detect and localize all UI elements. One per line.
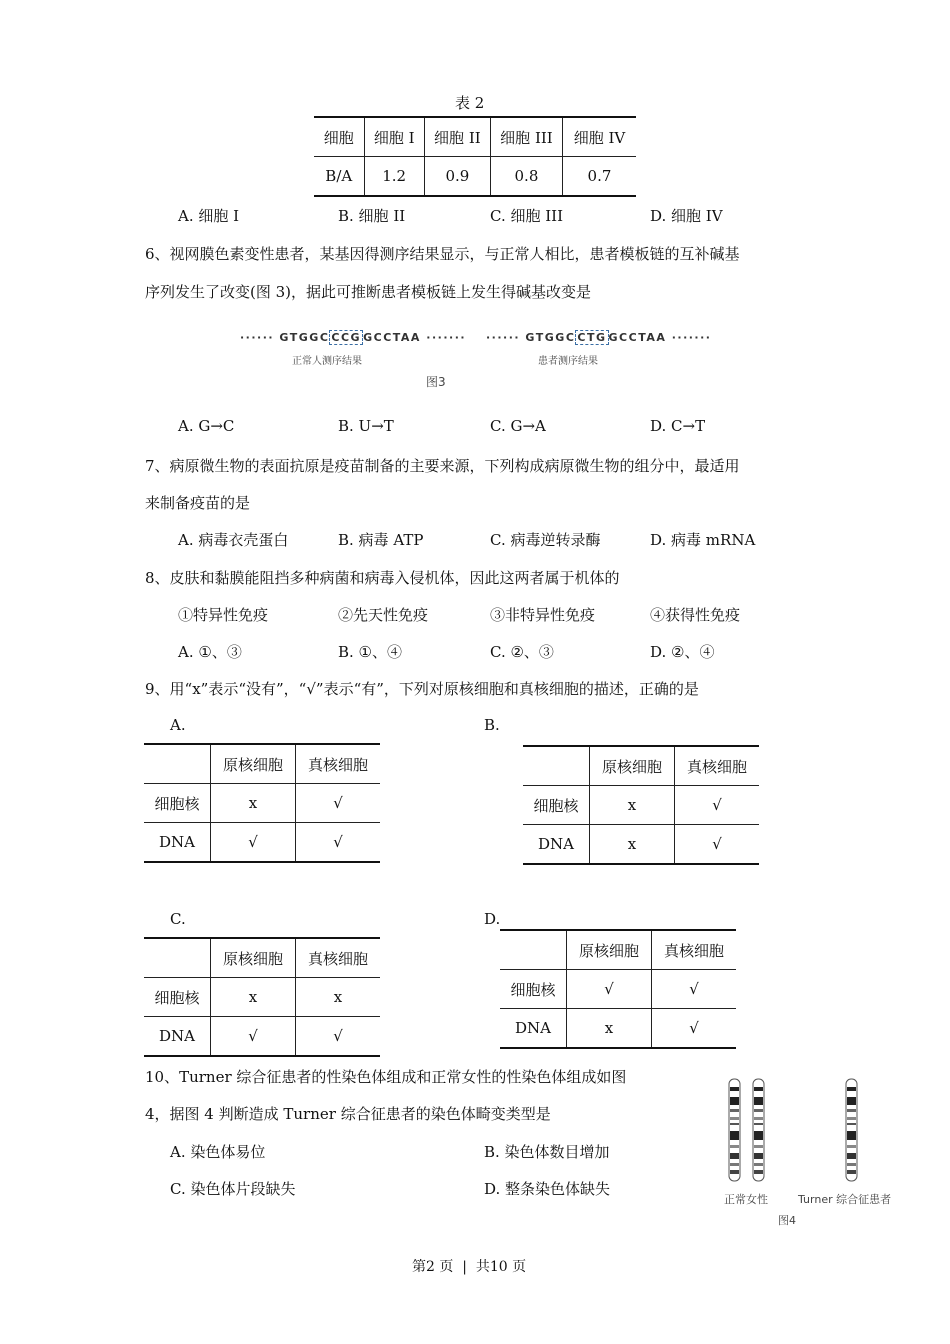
- q7-option-b: B. 病毒 ATP: [338, 531, 424, 549]
- q9-cell: √: [296, 784, 381, 823]
- q8-option-b: B. ①、④: [338, 643, 403, 661]
- seq-highlight-box: CTG: [577, 331, 607, 344]
- q9-header-cell: 真核细胞: [652, 930, 737, 970]
- q9-cell: x: [211, 784, 296, 823]
- seq-dots: ······: [240, 331, 275, 344]
- chromosome-x: [846, 1079, 857, 1181]
- table2-cell: 0.8: [490, 157, 562, 197]
- table2-caption: 表 2: [455, 94, 485, 112]
- table2: [314, 116, 636, 197]
- q9-label-d: D.: [484, 910, 501, 928]
- table2-cell: 1.2: [364, 157, 424, 197]
- q9-label-a: A.: [170, 716, 186, 734]
- q9-cell: x: [567, 1009, 652, 1049]
- seq-highlight-box: CCG: [331, 331, 362, 344]
- q10-option-c: C. 染色体片段缺失: [170, 1180, 296, 1198]
- seq-dots: ·······: [426, 331, 467, 344]
- q9-header-cell: 原核细胞: [211, 938, 296, 978]
- q9-header-cell: [523, 746, 590, 786]
- q9-cell: √: [712, 835, 722, 853]
- q5-option-b: B. 细胞 II: [338, 207, 406, 225]
- table2-cell: B/A: [314, 157, 364, 197]
- q9-table-d: [500, 929, 736, 1049]
- q8-option-c: C. ②、③: [490, 643, 554, 661]
- q7-stem-line1: 7、病原微生物的表面抗原是疫苗制备的主要来源，下列构成病原微生物的组分中，最适用: [145, 457, 740, 475]
- q9-table-b: [523, 745, 759, 865]
- q9-header-cell: 真核细胞: [675, 746, 760, 786]
- table2-cell: 0.9: [424, 157, 490, 197]
- q9-cell: √: [652, 970, 737, 1009]
- q6-option-b: B. U→T: [338, 417, 394, 435]
- seq-part: GCCTAA: [363, 331, 421, 344]
- q6-option-a: A. G→C: [178, 417, 235, 435]
- q7-option-a: A. 病毒衣壳蛋白: [178, 531, 289, 549]
- q10-stem-line2: 4，据图 4 判断造成 Turner 综合征患者的染色体畸变类型是: [145, 1105, 551, 1123]
- figure3-patient-label: 患者测序结果: [538, 356, 598, 367]
- q9-cell: √: [567, 970, 652, 1009]
- q9-header-cell: 真核细胞: [296, 744, 381, 784]
- q9-cell: x: [296, 978, 381, 1017]
- q9-cell: DNA: [523, 825, 590, 865]
- q9-cell: √: [675, 786, 760, 825]
- q9-header-cell: 原核细胞: [590, 746, 675, 786]
- table2-header-cell: 细胞 II: [424, 117, 490, 157]
- q7-stem-line2: 来制备疫苗的是: [145, 494, 251, 512]
- q9-header-cell: [144, 938, 211, 978]
- q9-cell: 细胞核: [500, 970, 567, 1009]
- q9-cell: DNA: [500, 1009, 567, 1049]
- figure4-normal-label: 正常女性: [724, 1193, 768, 1206]
- q9-cell: √: [333, 1027, 343, 1045]
- q6-option-c: C. G→A: [490, 417, 546, 435]
- q6-stem-line2: 序列发生了改变(图 3)，据此可推断患者模板链上发生得碱基改变是: [145, 283, 592, 301]
- q8-item-4: ④获得性免疫: [650, 606, 741, 624]
- q8-item-3: ③非特异性免疫: [490, 606, 596, 624]
- q9-header-cell: 原核细胞: [211, 744, 296, 784]
- q9-cell: √: [333, 833, 343, 851]
- q7-option-c: C. 病毒逆转录酶: [490, 531, 601, 549]
- seq-dots: ·······: [671, 331, 712, 344]
- table2-header-cell: 细胞: [314, 117, 364, 157]
- q6-stem-line1: 6、视网膜色素变性患者，某基因得测序结果显示，与正常人相比，患者模板链的互补碱基: [145, 245, 740, 263]
- q9-table-a: [144, 743, 380, 863]
- q9-header-cell: [500, 930, 567, 970]
- q9-cell: x: [590, 786, 675, 825]
- page-footer: 第2 页 | 共10 页: [412, 1259, 527, 1275]
- q9-cell: DNA: [144, 1017, 211, 1057]
- seq-part: GTGGC: [525, 331, 576, 344]
- q10-option-a: A. 染色体易位: [170, 1143, 266, 1161]
- table2-header-cell: 细胞 I: [364, 117, 424, 157]
- q5-option-a: A. 细胞 I: [178, 207, 240, 225]
- q9-cell: DNA: [144, 823, 211, 863]
- table2-cell: 0.7: [587, 167, 612, 185]
- figure3-patient-sequence: [486, 331, 711, 344]
- q9-stem: 9、用“x”表示“没有”，“√”表示“有”，下列对原核细胞和真核细胞的描述，正确的是: [145, 680, 699, 698]
- q9-cell: x: [590, 825, 675, 865]
- seq-part: GCCTAA: [608, 331, 667, 344]
- q6-option-d: D. C→T: [650, 417, 706, 435]
- figure4-patient-label: Turner 综合征患者: [798, 1193, 892, 1206]
- q10-option-d: D. 整条染色体缺失: [484, 1180, 611, 1198]
- q9-header-cell: 真核细胞: [296, 938, 381, 978]
- figure4-caption: 图4: [778, 1214, 796, 1227]
- seq-dots: ······: [486, 331, 521, 344]
- q9-cell: 细胞核: [523, 786, 590, 825]
- q7-option-d: D. 病毒 mRNA: [650, 531, 756, 549]
- figure3-caption: 图3: [426, 375, 446, 389]
- q9-header-cell: 原核细胞: [567, 930, 652, 970]
- q8-item-2: ②先天性免疫: [338, 606, 429, 624]
- q8-option-d: D. ②、④: [650, 643, 715, 661]
- chromosome-x: [729, 1079, 740, 1181]
- figure3-normal-label: 正常人测序结果: [292, 356, 362, 367]
- q9-cell: 细胞核: [144, 978, 211, 1017]
- q9-cell: 细胞核: [144, 784, 211, 823]
- q10-option-b: B. 染色体数目增加: [484, 1143, 610, 1161]
- q9-cell: x: [211, 978, 296, 1017]
- seq-part: GTGGC: [279, 331, 330, 344]
- figure3-normal-sequence: [240, 331, 466, 344]
- figure4-chromosomes: [720, 1076, 920, 1186]
- q8-stem: 8、皮肤和黏膜能阻挡多种病菌和病毒入侵机体，因此这两者属于机体的: [145, 569, 620, 587]
- q5-option-d: D. 细胞 IV: [650, 207, 723, 225]
- q8-option-a: A. ①、③: [178, 643, 242, 661]
- q8-item-1: ①特异性免疫: [178, 606, 269, 624]
- q9-cell: √: [689, 1019, 699, 1037]
- q9-label-b: B.: [484, 716, 500, 734]
- q5-option-c: C. 细胞 III: [490, 207, 564, 225]
- q9-label-c: C.: [170, 910, 186, 928]
- chromosome-x: [753, 1079, 764, 1181]
- q9-header-cell: [144, 744, 211, 784]
- q9-cell: √: [211, 823, 296, 863]
- table2-header-cell: 细胞 III: [490, 117, 562, 157]
- q9-table-c: [144, 937, 380, 1057]
- q10-stem-line1: 10、Turner 综合征患者的性染色体组成和正常女性的性染色体组成如图: [145, 1068, 627, 1086]
- table2-header-cell: 细胞 IV: [562, 117, 636, 157]
- q9-cell: √: [211, 1017, 296, 1057]
